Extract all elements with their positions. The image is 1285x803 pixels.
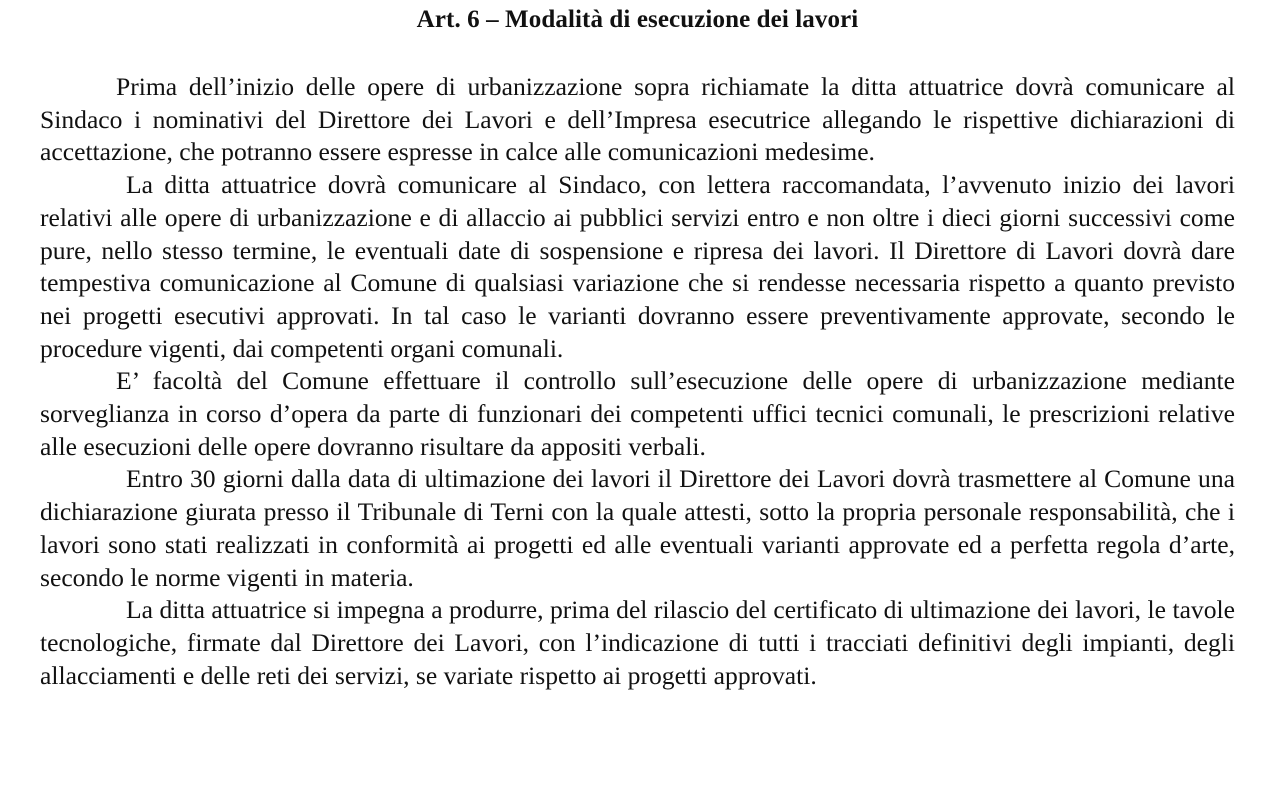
paragraph-3: E’ facoltà del Comune effettuare il controllo sull’esecuzione delle opere di urbanizzazione mediante sorveglianza in corso d’opera da parte di funzionari dei competenti uffici tecnici comunali, le prescrizioni relative alle esecuzioni delle opere dovranno risultare da appositi verbali.: [40, 366, 1235, 461]
article-title: Art. 6 – Modalità di esecuzione dei lavori: [416, 6, 859, 33]
paragraph-1: Prima dell’inizio delle opere di urbanizzazione sopra richiamate la ditta attuatrice dovrà comunicare al Sindaco i nominativi del Direttore dei Lavori e dell’Impresa esecutrice allegando le rispettive dichiarazioni di accettazione, che potranno essere espresse in calce alle comunicazioni medesime.: [40, 72, 1235, 167]
paragraph-2: La ditta attuatrice dovrà comunicare al Sindaco, con lettera raccomandata, l’avvenuto inizio dei lavori relativi alle opere di urbanizzazione e di allaccio ai pubblici servizi entro e non oltre i dieci giorni successivi come pure, nello stesso termine, le eventuali date di sospensione e ripresa dei lavori. Il Direttore di Lavori dovrà dare tempestiva comunicazione al Comune di qualsiasi variazione che si rendesse necessaria rispetto a quanto previsto nei progetti esecutivi approvati. In tal caso le varianti dovranno essere preventivamente approvate, secondo le procedure vigenti, dai competenti organi comunali.: [40, 170, 1235, 363]
paragraph-4: Entro 30 giorni dalla data di ultimazione dei lavori il Direttore dei Lavori dovrà trasmettere al Comune una dichiarazione giurata presso il Tribunale di Terni con la quale attesti, sotto la propria personale responsabilità, che i lavori sono stati realizzati in conformità ai progetti ed alle eventuali varianti approvate ed a perfetta regola d’arte, secondo le norme vigenti in materia.: [40, 464, 1235, 592]
article-body: [40, 71, 1235, 692]
paragraph-5: La ditta attuatrice si impegna a produrre, prima del rilascio del certificato di ultimazione dei lavori, le tavole tecnologiche, firmate dal Direttore dei Lavori, con l’indicazione di tutti i tracciati definitivi degli impianti, degli allacciamenti e delle reti dei servizi, se variate rispetto ai progetti approvati.: [40, 595, 1235, 690]
